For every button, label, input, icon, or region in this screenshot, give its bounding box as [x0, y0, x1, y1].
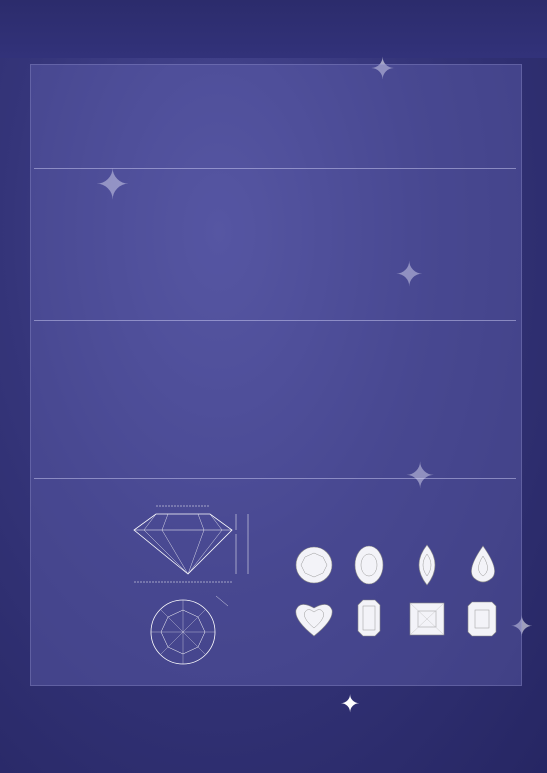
radiant-icon	[468, 602, 496, 636]
clarity-stones	[0, 268, 547, 318]
hrd-star-logo-icon: ✦	[340, 691, 361, 718]
sparkle-star-icon: ✦	[370, 53, 396, 86]
colour-stones	[0, 424, 547, 454]
marquise-icon	[419, 545, 435, 585]
carat-stones	[0, 112, 547, 172]
divider	[34, 478, 516, 479]
heart-icon	[296, 604, 332, 636]
shape-icons	[0, 540, 547, 660]
emerald-icon	[358, 600, 380, 636]
round-brilliant-icon	[296, 547, 332, 583]
divider	[34, 320, 516, 321]
divider	[34, 168, 516, 169]
sparkle-star-icon: ✦	[405, 455, 436, 496]
sparkle-star-icon: ✦	[395, 256, 424, 294]
sparkle-star-icon: ✦	[510, 611, 534, 642]
princess-icon	[410, 603, 444, 635]
header-bar	[0, 0, 547, 58]
oval-icon	[355, 546, 383, 584]
sparkle-star-icon: ✦	[95, 161, 131, 208]
pear-icon	[471, 546, 494, 582]
